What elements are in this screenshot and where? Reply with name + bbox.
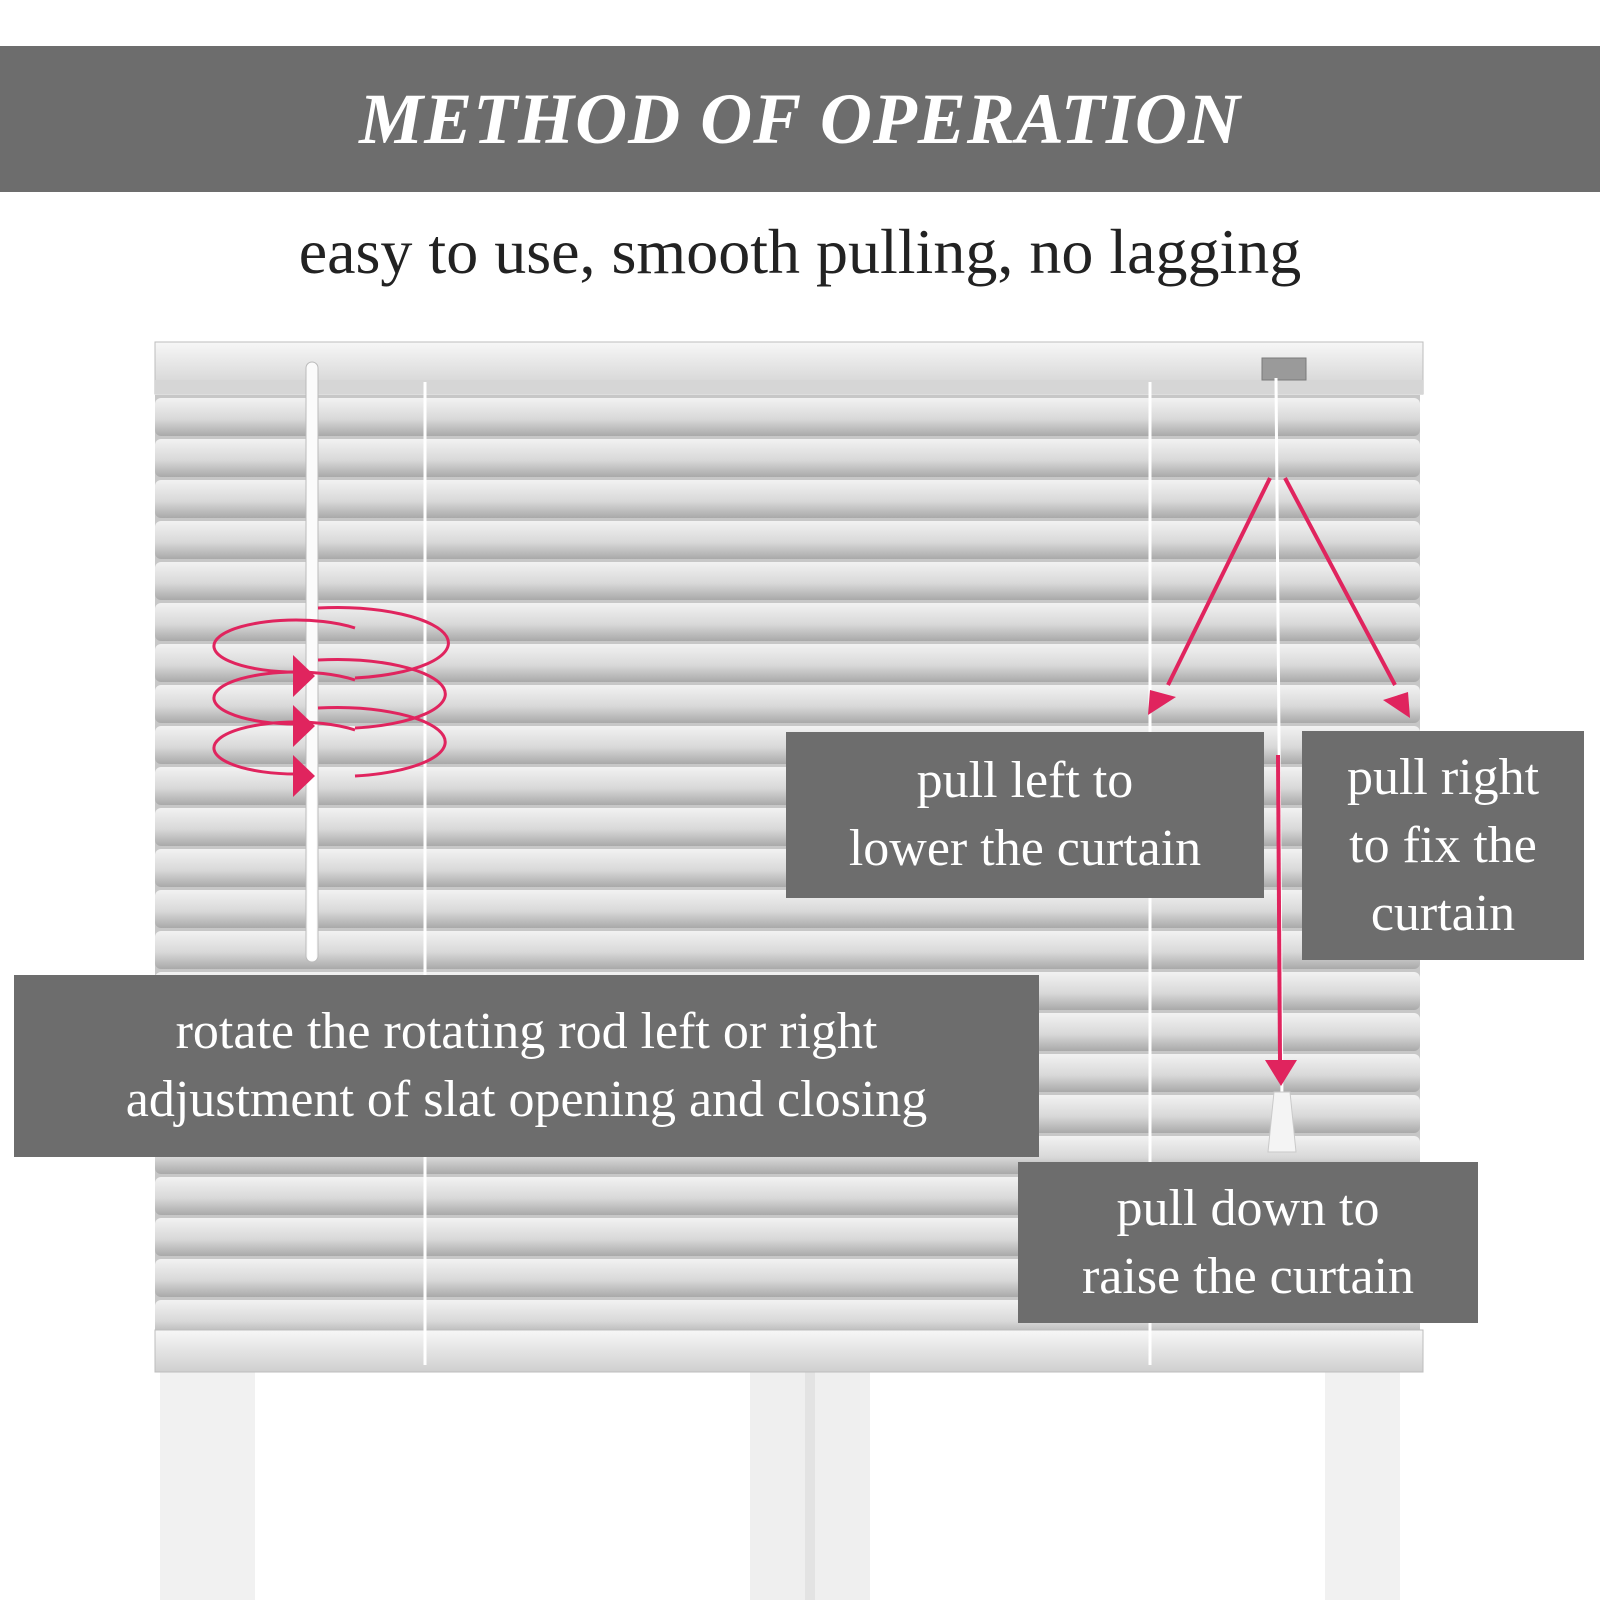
callout-pull-right-line-1: pull right	[1346, 748, 1540, 806]
blind-slat	[155, 398, 1420, 436]
blind-slat	[155, 562, 1420, 600]
callout-pull-down-line-1: pull down to	[1116, 1179, 1380, 1237]
callout-pull-down	[1018, 1162, 1478, 1323]
blind-slat	[155, 439, 1420, 477]
bottom-rail	[155, 1330, 1423, 1372]
rotate-arrowheads	[293, 655, 315, 797]
blind-slat	[155, 480, 1420, 518]
callout-pull-left	[786, 732, 1264, 898]
window-frame	[155, 1355, 1400, 1600]
tilt-mechanism	[1262, 358, 1306, 380]
page-title: METHOD OF OPERATION	[359, 78, 1241, 159]
tilt-wand	[306, 362, 318, 962]
callout-pull-right	[1302, 731, 1584, 960]
callout-rotate	[14, 975, 1039, 1157]
callout-pull-left-line-2: lower the curtain	[848, 820, 1202, 877]
blind-slat	[155, 931, 1420, 969]
callout-pull-left-line-1: pull left to	[916, 752, 1134, 809]
callout-pull-right-line-2: to fix the	[1349, 816, 1537, 874]
subtitle: easy to use, smooth pulling, no lagging	[298, 216, 1302, 287]
callout-pull-down-line-2: raise the curtain	[1081, 1247, 1415, 1305]
callout-rotate-line-1: rotate the rotating rod left or right	[175, 1003, 878, 1060]
blind-slat	[155, 685, 1420, 723]
callout-pull-right-line-3: curtain	[1370, 884, 1516, 942]
blind-slat	[155, 521, 1420, 559]
callout-rotate-line-2: adjustment of slat opening and closing	[125, 1071, 928, 1128]
